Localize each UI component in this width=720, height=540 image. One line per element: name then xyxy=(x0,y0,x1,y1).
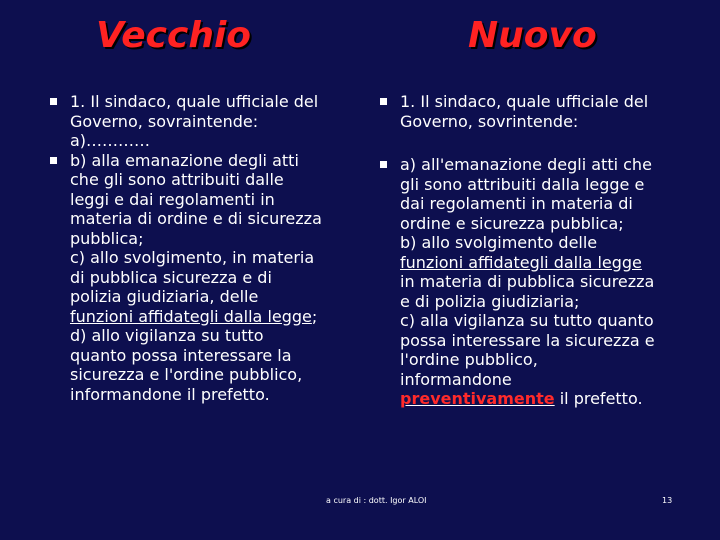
text-line: ordine e sicurezza pubblica; xyxy=(400,213,624,233)
highlighted-word: preventivamente xyxy=(400,389,555,408)
text-line: Governo, sovraintende: xyxy=(70,111,259,131)
text-line: a) all'emanazione degli atti che xyxy=(400,155,652,174)
text-line: 1. Il sindaco, quale ufficiale del xyxy=(400,92,649,111)
title-old: Vecchio xyxy=(96,15,252,56)
column-new xyxy=(380,92,700,409)
text-line xyxy=(400,253,700,273)
text-line: b) alla emanazione degli atti xyxy=(70,150,299,170)
text-line: gli sono attribuiti dalla legge e xyxy=(400,174,645,194)
text-line: l'ordine pubblico, xyxy=(400,350,538,369)
text-line: che gli sono attribuiti dalle xyxy=(70,170,284,189)
spacer xyxy=(380,131,700,155)
text-line: in materia di pubblica sicurezza xyxy=(400,272,655,291)
column-old xyxy=(50,92,352,404)
text-line: possa interessare la sicurezza e xyxy=(400,330,655,350)
text-line: Governo, sovrintende: xyxy=(400,111,579,131)
text-line: leggi e dai regolamenti in xyxy=(70,189,275,209)
text-line xyxy=(400,389,700,409)
underlined-phrase: funzioni affidategli dalla legge xyxy=(70,306,312,326)
text-line: b) allo svolgimento delle xyxy=(400,233,598,252)
text-line xyxy=(70,307,352,327)
text-line: e di polizia giudiziaria; xyxy=(400,291,580,311)
underlined-phrase: funzioni affidategli dalla legge xyxy=(400,252,642,272)
text-line: dai regolamenti in materia di xyxy=(400,194,633,213)
footer-credit: a cura di : dott. Igor ALOI xyxy=(326,496,427,505)
page-number: 13 xyxy=(662,496,673,505)
square-bullet-icon xyxy=(50,157,57,164)
text-fragment: il prefetto. xyxy=(554,389,643,408)
square-bullet-icon xyxy=(50,98,57,105)
text-line: 1. Il sindaco, quale ufficiale del xyxy=(70,92,319,111)
bullet-item xyxy=(50,92,352,151)
text-line: informandone il prefetto. xyxy=(70,384,270,404)
text-line: materia di ordine e di sicurezza xyxy=(70,209,322,228)
text-line: informandone xyxy=(400,369,512,389)
text-line: c) allo svolgimento, in materia xyxy=(70,248,315,267)
text-line: c) alla vigilanza su tutto quanto xyxy=(400,311,654,330)
text-line: d) allo vigilanza su tutto xyxy=(70,326,264,345)
text-fragment: ; xyxy=(311,306,318,326)
text-line: polizia giudiziaria, delle xyxy=(70,287,259,306)
text-line: pubblica; xyxy=(70,228,144,248)
square-bullet-icon xyxy=(380,98,387,105)
bullet-item xyxy=(50,151,352,405)
text-line: quanto possa interessare la xyxy=(70,345,292,365)
text-line: di pubblica sicurezza e di xyxy=(70,267,272,287)
bullet-item xyxy=(380,92,700,131)
title-new: Nuovo xyxy=(468,15,597,56)
square-bullet-icon xyxy=(380,161,387,168)
text-line: sicurezza e l'ordine pubblico, xyxy=(70,365,303,384)
bullet-item xyxy=(380,155,700,409)
text-line: a)………… xyxy=(70,131,151,150)
